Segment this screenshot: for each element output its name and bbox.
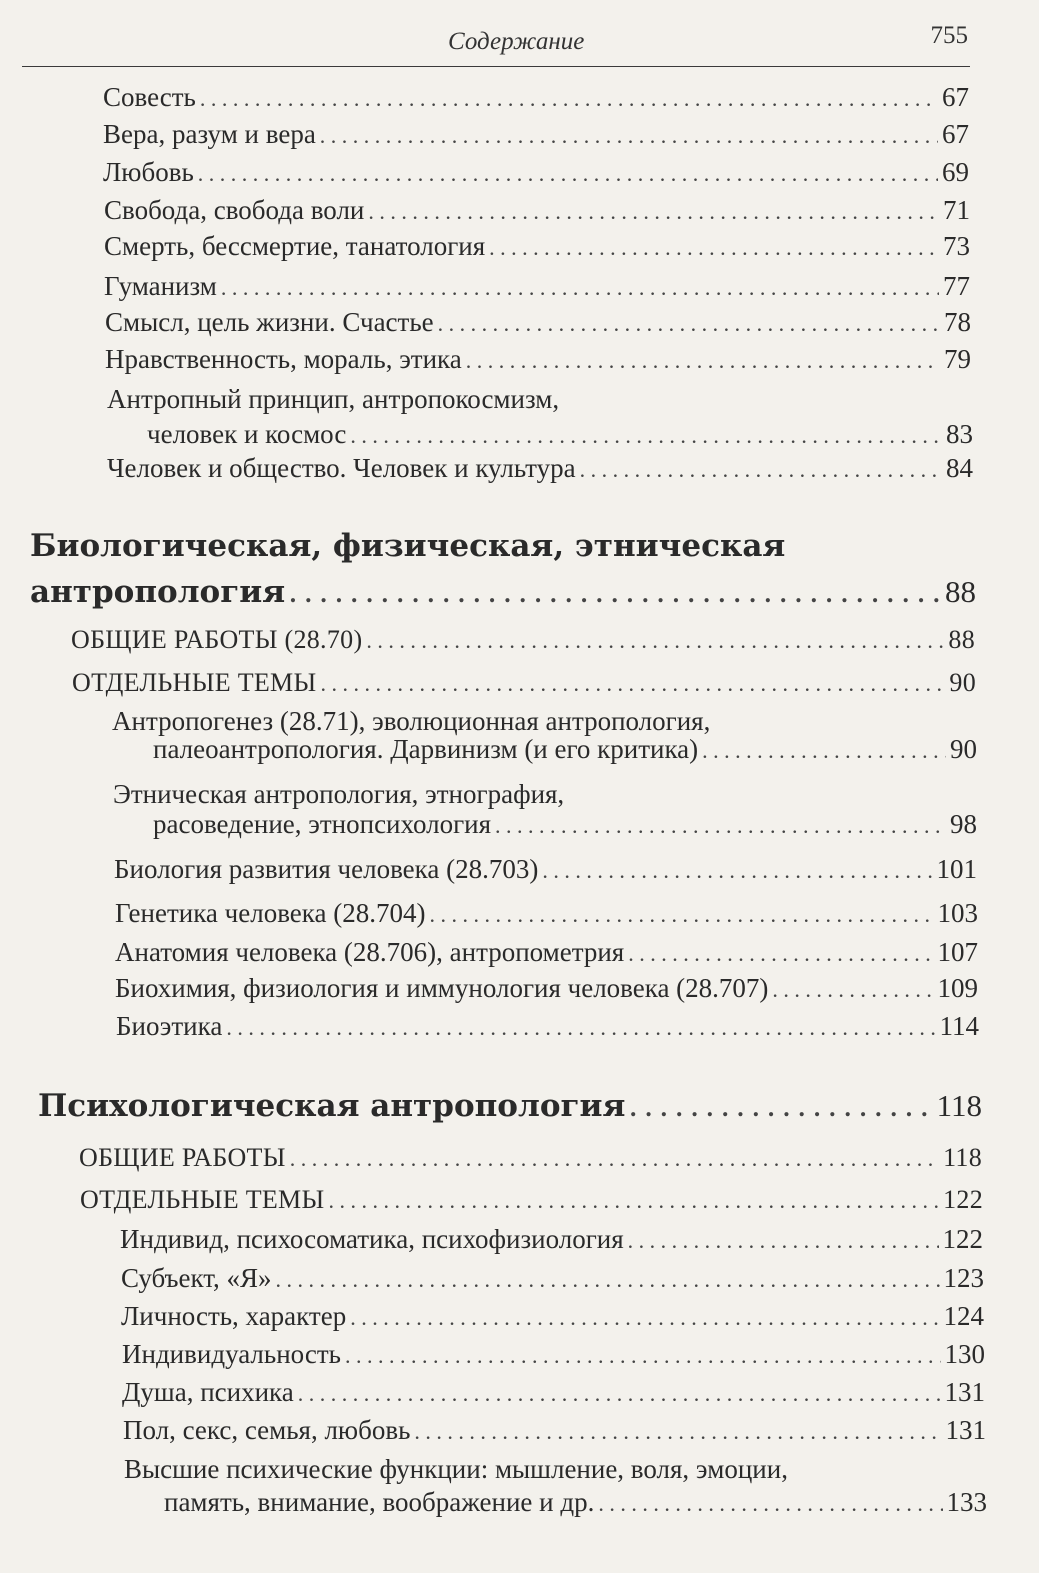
section-title-line: Биологическая, физическая, этническая [30,528,786,564]
leader-dots [350,420,942,452]
toc-entry-first-line: Высшие психические функции: мышление, воля, эмоции, [124,1454,788,1484]
leader-dots [429,899,933,931]
toc-entry[interactable]: Биохимия, физиология и иммунология человека (28.707) . . . 109 [115,972,978,1006]
toc-entry[interactable]: Смерть, бессмертие, танатология . . . 73 [104,230,970,264]
toc-entry[interactable]: Биоэтика . . . 114 [116,1010,979,1044]
toc-entry[interactable]: ОТДЕЛЬНЫЕ ТЕМЫ . . . 90 [72,667,976,700]
toc-entry[interactable]: Нравственность, мораль, этика . . . 79 [105,343,971,377]
leader-dots [580,454,942,486]
leader-dots [414,1416,941,1448]
leader-dots [598,1488,942,1520]
leader-dots [289,575,941,615]
toc-entry[interactable]: Пол, секс, семья, любовь . . . 131 [123,1414,986,1448]
toc-entry[interactable]: Биология развития человека (28.703) . . . 101 [114,853,977,887]
toc-entry[interactable]: Душа, психика . . . 131 [122,1376,985,1410]
page-header [22,18,970,67]
toc-entry-first-line: Антропный принцип, антропокосмизм, [107,384,560,414]
leader-dots [200,83,938,115]
leader-dots [628,938,933,970]
toc-entry[interactable]: палеоантропология. Дарвинизм (и его критика) . . . 90 [153,733,977,767]
toc-entry[interactable]: ОТДЕЛЬНЫЕ ТЕМЫ . . . 122 [80,1184,983,1217]
toc-entry[interactable]: Субъект, «Я» . . . 123 [121,1262,984,1296]
toc-entry[interactable]: Индивид, психосоматика, психофизиология . . . 122 [120,1223,983,1257]
page-number: 755 [930,22,968,49]
leader-dots [628,1225,939,1257]
toc-entry-first-line: Антропогенез (28.71), эволюционная антропология, [112,706,711,736]
toc-entry[interactable]: Совесть . . . 67 [103,81,969,115]
toc-entry[interactable]: расоведение, этнопсихология . . . 98 [153,808,977,842]
toc-entry[interactable]: Личность, характер . . . 124 [121,1300,984,1334]
leader-dots [345,1340,941,1372]
leader-dots [198,158,938,190]
leader-dots [328,1185,939,1217]
toc-entry[interactable]: Анатомия человека (28.706), антропометрия . . . 107 [115,936,978,970]
toc-entry[interactable]: Генетика человека (28.704) . . . 103 [115,897,978,931]
toc-entry[interactable]: Свобода, свобода воли . . . 71 [104,194,970,228]
toc-entry[interactable]: Смысл, цель жизни. Счастье . . . 78 [105,306,971,340]
leader-dots [772,974,933,1006]
leader-dots [495,810,946,842]
running-head: Содержание [448,28,585,55]
toc-entry[interactable]: Человек и общество. Человек и культура . . . 84 [107,452,973,486]
toc-entry[interactable]: Гуманизм . . . 77 [104,270,970,304]
leader-dots [702,735,946,767]
toc-entry[interactable]: память, внимание, воображение и др. . . . 133 [164,1486,987,1520]
leader-dots [350,1302,939,1334]
leader-dots [489,232,939,264]
leader-dots [276,1264,940,1296]
toc-entry[interactable]: Вера, разум и вера . . . 67 [103,118,969,152]
leader-dots [320,668,945,700]
leader-dots [320,120,938,152]
leader-dots [221,272,939,304]
leader-dots [629,1089,932,1129]
toc-entry[interactable]: Индивидуальность . . . 130 [122,1338,985,1372]
toc-entry[interactable]: человек и космос . . . 83 [147,418,973,452]
toc-entry[interactable]: ОБЩИЕ РАБОТЫ . . . 118 [79,1142,982,1175]
leader-dots [290,1143,939,1175]
section-heading[interactable]: Психологическая антропология . . . 118 [38,1086,982,1129]
leader-dots [542,855,932,887]
toc-entry[interactable]: ОБЩИЕ РАБОТЫ (28.70) . . . 88 [71,624,975,657]
toc-entry[interactable]: Любовь . . . 69 [103,156,969,190]
leader-dots [438,308,940,340]
leader-dots [466,345,940,377]
toc-entry-first-line: Этническая антропология, этнография, [113,779,565,809]
leader-dots [298,1378,941,1410]
section-heading[interactable]: антропология . . . 88 [30,572,976,615]
leader-dots [366,625,944,657]
leader-dots [368,196,939,228]
leader-dots [226,1012,935,1044]
